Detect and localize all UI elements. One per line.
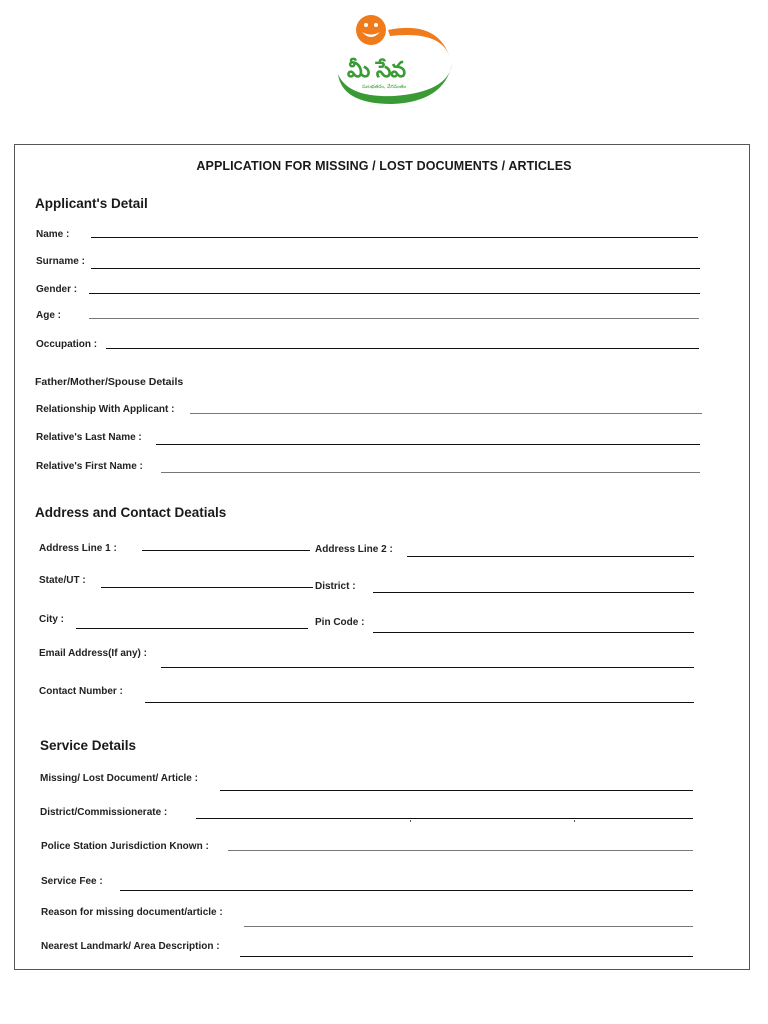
service-fee-field[interactable] — [120, 890, 693, 891]
age-field[interactable] — [89, 318, 699, 319]
state-field[interactable] — [101, 587, 313, 588]
relative-first-name-field[interactable] — [161, 472, 700, 473]
district-field[interactable] — [373, 592, 694, 593]
district-label: District : — [315, 581, 356, 592]
address-section-heading: Address and Contact Deatials — [35, 505, 227, 520]
district-commissionerate-label: District/Commissionerate : — [40, 807, 168, 818]
contact-number-field[interactable] — [145, 702, 694, 703]
name-label: Name : — [36, 229, 70, 240]
age-label: Age : — [36, 310, 61, 321]
city-field[interactable] — [76, 628, 308, 629]
missing-item-label: Missing/ Lost Document/ Article : — [40, 773, 198, 784]
relative-last-name-field[interactable] — [156, 444, 700, 445]
reason-label: Reason for missing document/article : — [41, 907, 223, 918]
service-section-heading: Service Details — [40, 738, 137, 753]
address-line2-label: Address Line 2 : — [315, 544, 393, 555]
name-field[interactable] — [91, 237, 698, 238]
relationship-label: Relationship With Applicant : — [36, 404, 175, 415]
landmark-field[interactable] — [240, 956, 693, 957]
landmark-label: Nearest Landmark/ Area Description : — [41, 941, 220, 952]
pin-code-label: Pin Code : — [315, 617, 365, 628]
missing-item-field[interactable] — [220, 790, 693, 791]
city-label: City : — [39, 614, 64, 625]
field-tick-mark — [410, 820, 411, 822]
occupation-label: Occupation : — [36, 339, 98, 350]
address-line2-field[interactable] — [407, 556, 694, 557]
applicant-section-heading: Applicant's Detail — [35, 196, 148, 211]
email-field[interactable] — [161, 667, 694, 668]
address-line1-field[interactable] — [142, 550, 310, 551]
field-tick-mark — [574, 820, 575, 822]
logo-name: మీ సేవ — [346, 58, 406, 83]
contact-number-label: Contact Number : — [39, 686, 123, 697]
state-label: State/UT : — [39, 575, 86, 586]
gender-field[interactable] — [89, 293, 700, 294]
occupation-field[interactable] — [106, 348, 699, 349]
logo-tagline: సులభతరం, వేగవంతం — [361, 84, 407, 90]
surname-field[interactable] — [91, 268, 700, 269]
address-line1-label: Address Line 1 : — [39, 543, 117, 554]
police-station-label: Police Station Jurisdiction Known : — [41, 841, 209, 852]
relationship-field[interactable] — [190, 413, 702, 414]
email-label: Email Address(If any) : — [39, 648, 147, 659]
gender-label: Gender : — [36, 284, 78, 295]
relative-last-name-label: Relative's Last Name : — [36, 432, 142, 443]
surname-label: Surname : — [36, 256, 85, 267]
police-station-field[interactable] — [228, 850, 693, 851]
pin-code-field[interactable] — [373, 632, 694, 633]
reason-field[interactable] — [244, 926, 693, 927]
district-commissionerate-field[interactable] — [196, 818, 693, 819]
service-fee-label: Service Fee : — [41, 876, 103, 887]
relative-section-heading: Father/Mother/Spouse Details — [35, 376, 184, 388]
relative-first-name-label: Relative's First Name : — [36, 461, 143, 472]
meeseva-logo — [332, 12, 456, 108]
document-title: APPLICATION FOR MISSING / LOST DOCUMENTS / ARTICLES — [196, 159, 572, 173]
